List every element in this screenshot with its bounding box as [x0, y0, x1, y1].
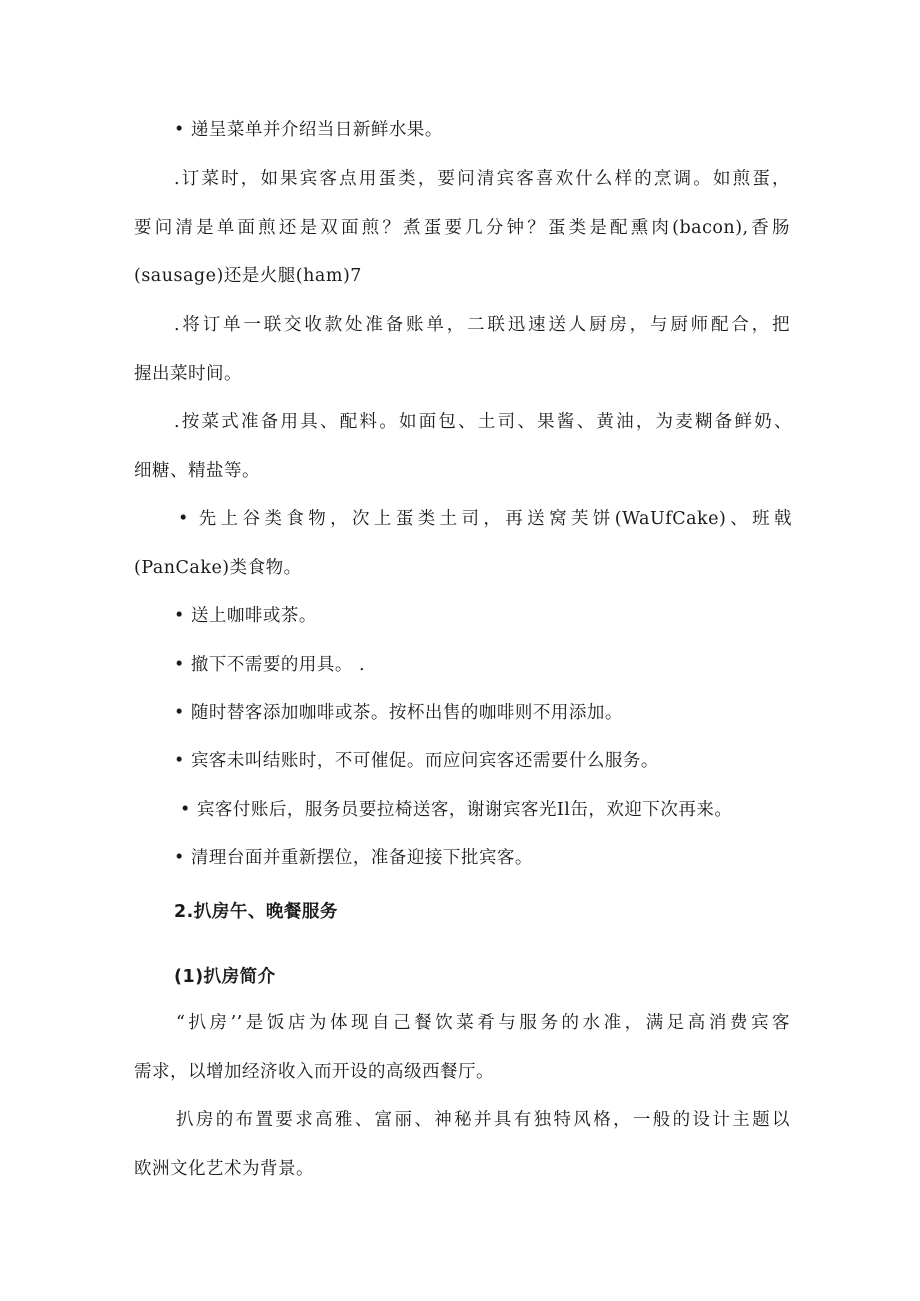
paragraph-line-4: (sausage)还是火腿(ham)7 — [134, 266, 362, 286]
bullet-line-12: • 撤下不需要的用具。 . — [174, 655, 366, 675]
paragraph-line-21: 扒房的布置要求高雅、富丽、神秘并具有独特风格，一般的设计主题以 — [176, 1110, 790, 1130]
paragraph-line-7: .按菜式准备用具、配料。如面包、土司、果酱、黄油，为麦糊备鲜奶、 — [174, 412, 792, 432]
bullet-line-9: • 先上谷类食物，次上蛋类土司，再送窝芙饼(WaUfCake)、班戟 — [178, 509, 792, 529]
bullet-line-1: • 递呈菜单并介绍当日新鲜水果。 — [174, 120, 443, 140]
bullet-line-14: • 宾客未叫结账时，不可催促。而应问宾客还需要什么服务。 — [174, 751, 659, 771]
bullet-line-15: • 宾客付账后，服务员要拉椅送客，谢谢宾客光Il缶，欢迎下次再来。 — [180, 800, 733, 820]
paragraph-line-5: .将订单一联交收款处准备账单，二联迅速送人厨房，与厨师配合，把 — [174, 315, 790, 335]
paragraph-line-6: 握出菜时间。 — [134, 364, 242, 384]
paragraph-line-3: 要问清是单面煎还是双面煎？煮蛋要几分钟？蛋类是配熏肉(bacon),香肠 — [134, 218, 790, 238]
subsection-heading: (1)扒房简介 — [174, 967, 276, 987]
paragraph-line-8: 细糖、精盐等。 — [134, 461, 260, 481]
paragraph-line-22: 欧洲文化艺术为背景。 — [134, 1159, 314, 1179]
section-heading: 2.扒房午、晚餐服务 — [174, 902, 338, 922]
paragraph-line-19: “扒房’’是饭店为体现自己餐饮菜肴与服务的水准，满足高消费宾客 — [176, 1013, 790, 1033]
paragraph-line-2: .订菜时，如果宾客点用蛋类，要问清宾客喜欢什么样的烹调。如煎蛋， — [174, 169, 790, 189]
paragraph-line-20: 需求，以增加经济收入而开设的高级西餐厅。 — [134, 1062, 494, 1082]
paragraph-line-10: (PanCake)类食物。 — [134, 558, 302, 578]
bullet-line-13: • 随时替客添加咖啡或茶。按杯出售的咖啡则不用添加。 — [174, 703, 623, 723]
bullet-line-11: • 送上咖啡或茶。 — [174, 606, 317, 626]
bullet-line-16: • 清理台面并重新摆位，准备迎接下批宾客。 — [174, 848, 533, 868]
